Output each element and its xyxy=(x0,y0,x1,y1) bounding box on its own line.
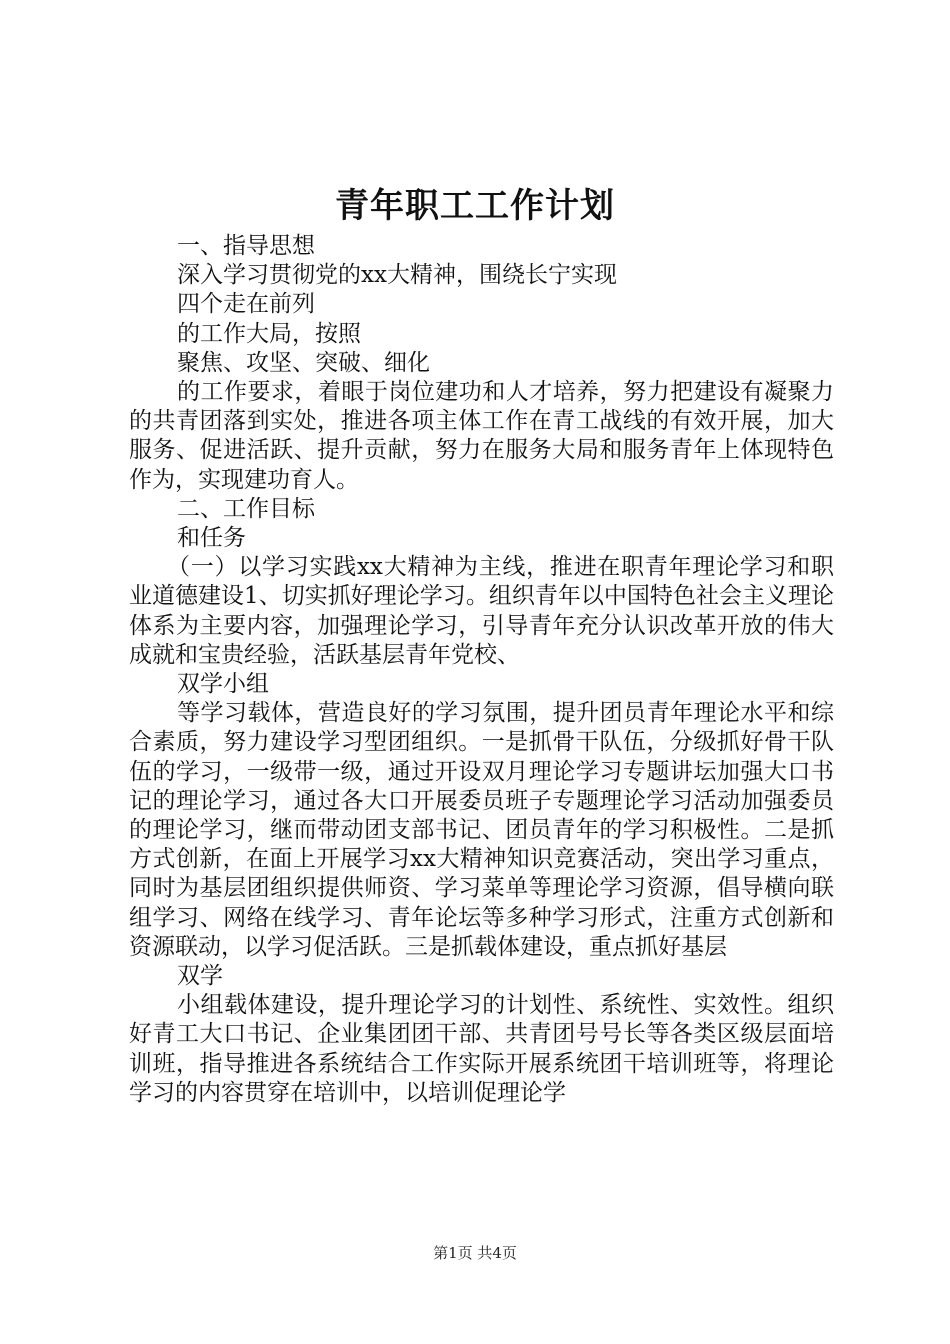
text-line: 的工作大局，按照 xyxy=(177,320,361,347)
paragraph: （一）以学习实践xx大精神为主线，推进在职青年理论学习和职业道德建设1、切实抓好理论学习。组织青年以中国特色社会主义理论体系为主要内容，加强理论学习，引导青年充分认识改革开放的伟大成就和宝贵经验，活跃基层青年党校、 xyxy=(129,554,834,668)
document-body xyxy=(129,232,834,1108)
heading-work-goals: 二、工作目标 xyxy=(177,495,315,522)
page-footer: 第1页 共4页 xyxy=(433,1244,517,1262)
paragraph: 等学习载体，营造良好的学习氛围，提升团员青年理论水平和综合素质，努力建设学习型团组织。一是抓骨干队伍，分级抓好骨干队伍的学习，一级带一级，通过开设双月理论学习专题讲坛加强大口书记的理论学习，通过各大口开展委员班子专题理论学习活动加强委员的理论学习，继而带动团支部书记、团员青年的学习积极性。二是抓方式创新，在面上开展学习xx大精神知识竞赛活动，突出学习重点，同时为基层团组织提供师资、学习菜单等理论学习资源，倡导横向联组学习、网络在线学习、青年论坛等多种学习形式，注重方式创新和资源联动，以学习促活跃。三是抓载体建设，重点抓好基层 xyxy=(129,700,834,960)
document-title: 青年职工工作计划 xyxy=(335,186,615,226)
paragraph: 的工作要求，着眼于岗位建功和人才培养，努力把建设有凝聚力的共青团落到实处，推进各项主体工作在青工战线的有效开展，加大服务、促进活跃、提升贡献，努力在服务大局和服务青年上体现特色作为，实现建功育人。 xyxy=(129,379,834,493)
text-line: 双学 xyxy=(177,963,223,990)
text-line: 和任务 xyxy=(177,525,246,552)
text-line: 四个走在前列 xyxy=(177,291,315,318)
text-line: 深入学习贯彻党的xx大精神，围绕长宁实现 xyxy=(177,262,617,289)
paragraph: 小组载体建设，提升理论学习的计划性、系统性、实效性。组织好青工大口书记、企业集团团干部、共青团号号长等各类区级层面培训班，指导推进各系统结合工作实际开展系统团干培训班等，将理论学习的内容贯穿在培训中，以培训促理论学 xyxy=(129,992,834,1106)
heading-guiding-thought: 一、指导思想 xyxy=(177,233,315,259)
text-line: 双学小组 xyxy=(177,671,269,698)
text-line: 聚焦、攻坚、突破、细化 xyxy=(177,349,430,376)
